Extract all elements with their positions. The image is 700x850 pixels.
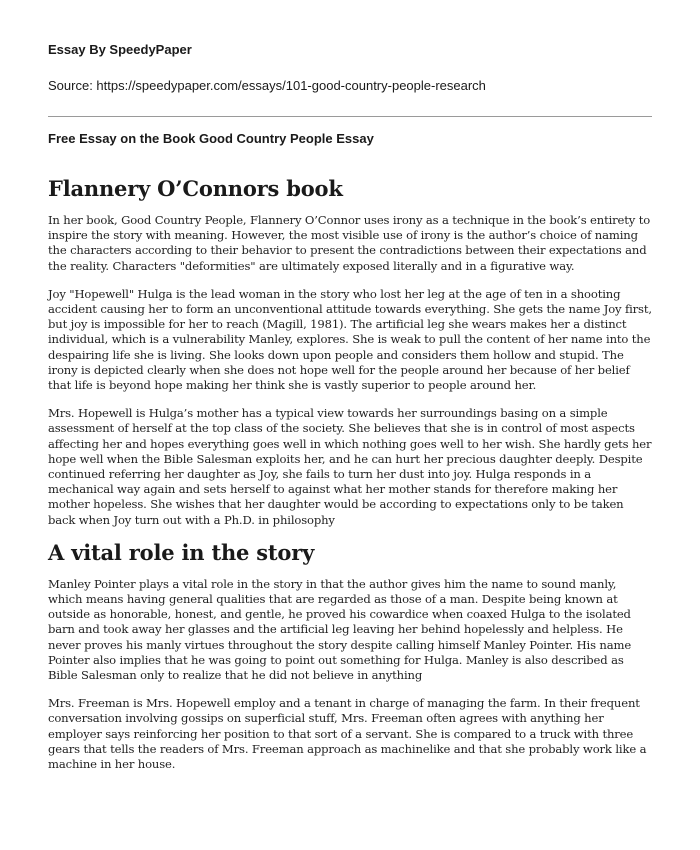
paragraph-2: Joy "Hopewell" Hulga is the lead woman in the story who lost her leg at the age of ten in a shooting accident causing her to form an unconventional attitude towards everything. She gets the name Joy first, but joy is impossible for her to reach (Magill, 1981). The artificial leg she wears makes her a distinct individual, which is a vulnerability Manley, explores. She is weak to pull the content of her name into the despairing life she is living. She looks down upon people and considers them hollow and stupid. The irony is depicted clearly when she does not hope well for the people around her because of her belief that life is beyond hope making her think she is vastly superior to people around her.: [48, 286, 652, 393]
paragraph-3: Mrs. Hopewell is Hulga’s mother has a typical view towards her surroundings basing on a simple assessment of herself at the top class of the society. She believes that she is in control of most aspects affecting her and hopes everything goes well in which nothing goes well to her wish. She hardly gets her hope well when the Bible Salesman exploits her, and he can hurt her precious daughter deeply. Despite continued referring her daughter as Joy, she fails to turn her dust into joy. Hulga responds in a mechanical way again and sets herself to against what her mother stands for therefore making her mother hopeless. She wishes that her daughter would be according to expectations only to be taken back when Joy turn out with a Ph.D. in philosophy: [48, 406, 652, 527]
paragraph-5: Mrs. Freeman is Mrs. Hopewell employ and a tenant in charge of managing the farm. In their frequent conversation involving gossips on superficial stuff, Mrs. Freeman often agrees with anything her employer says reinforcing her position to that sort of a servant. She is compared to a truck with three gears that tells the readers of Mrs. Freeman approach as machinelike and that she probably work like a machine in her house.: [48, 696, 647, 772]
essay-title: Free Essay on the Book Good Country People Essay: [48, 131, 374, 146]
section-heading-1: Flannery O’Connors book: [48, 176, 343, 201]
source-line: Source: https://speedypaper.com/essays/101-good-country-people-research: [48, 78, 486, 93]
paragraph-4: Manley Pointer plays a vital role in the story in that the author gives him the name to sound manly, which means having general qualities that are regarded as those of a man. Despite being known at outside as honorable, honest, and gentle, he proved his cowardice when coaxed Hulga to the isolated barn and took away her glasses and the artificial leg leaving her behind hopelessly and helpless. He never proves his manly virtues throughout the story despite calling himself Manley Pointer. His name Pointer also implies that he was going to point out something for Hulga. Manley is also described as Bible Salesman only to realize that he did not believe in anything: [48, 576, 632, 683]
header-divider: [48, 116, 652, 117]
paragraph-1: In her book, Good Country People, Flannery O’Connor uses irony as a technique in the book’s entirety to inspire the story with meaning. However, the most visible use of irony is the author’s choice of naming the characters according to their behavior to present the contradictions between their expectations and the reality. Characters "deformities" are ultimately exposed literally and in a figurative way.: [48, 213, 651, 273]
brand-title: Essay By SpeedyPaper: [48, 42, 192, 57]
section-heading-2: A vital role in the story: [48, 539, 315, 565]
